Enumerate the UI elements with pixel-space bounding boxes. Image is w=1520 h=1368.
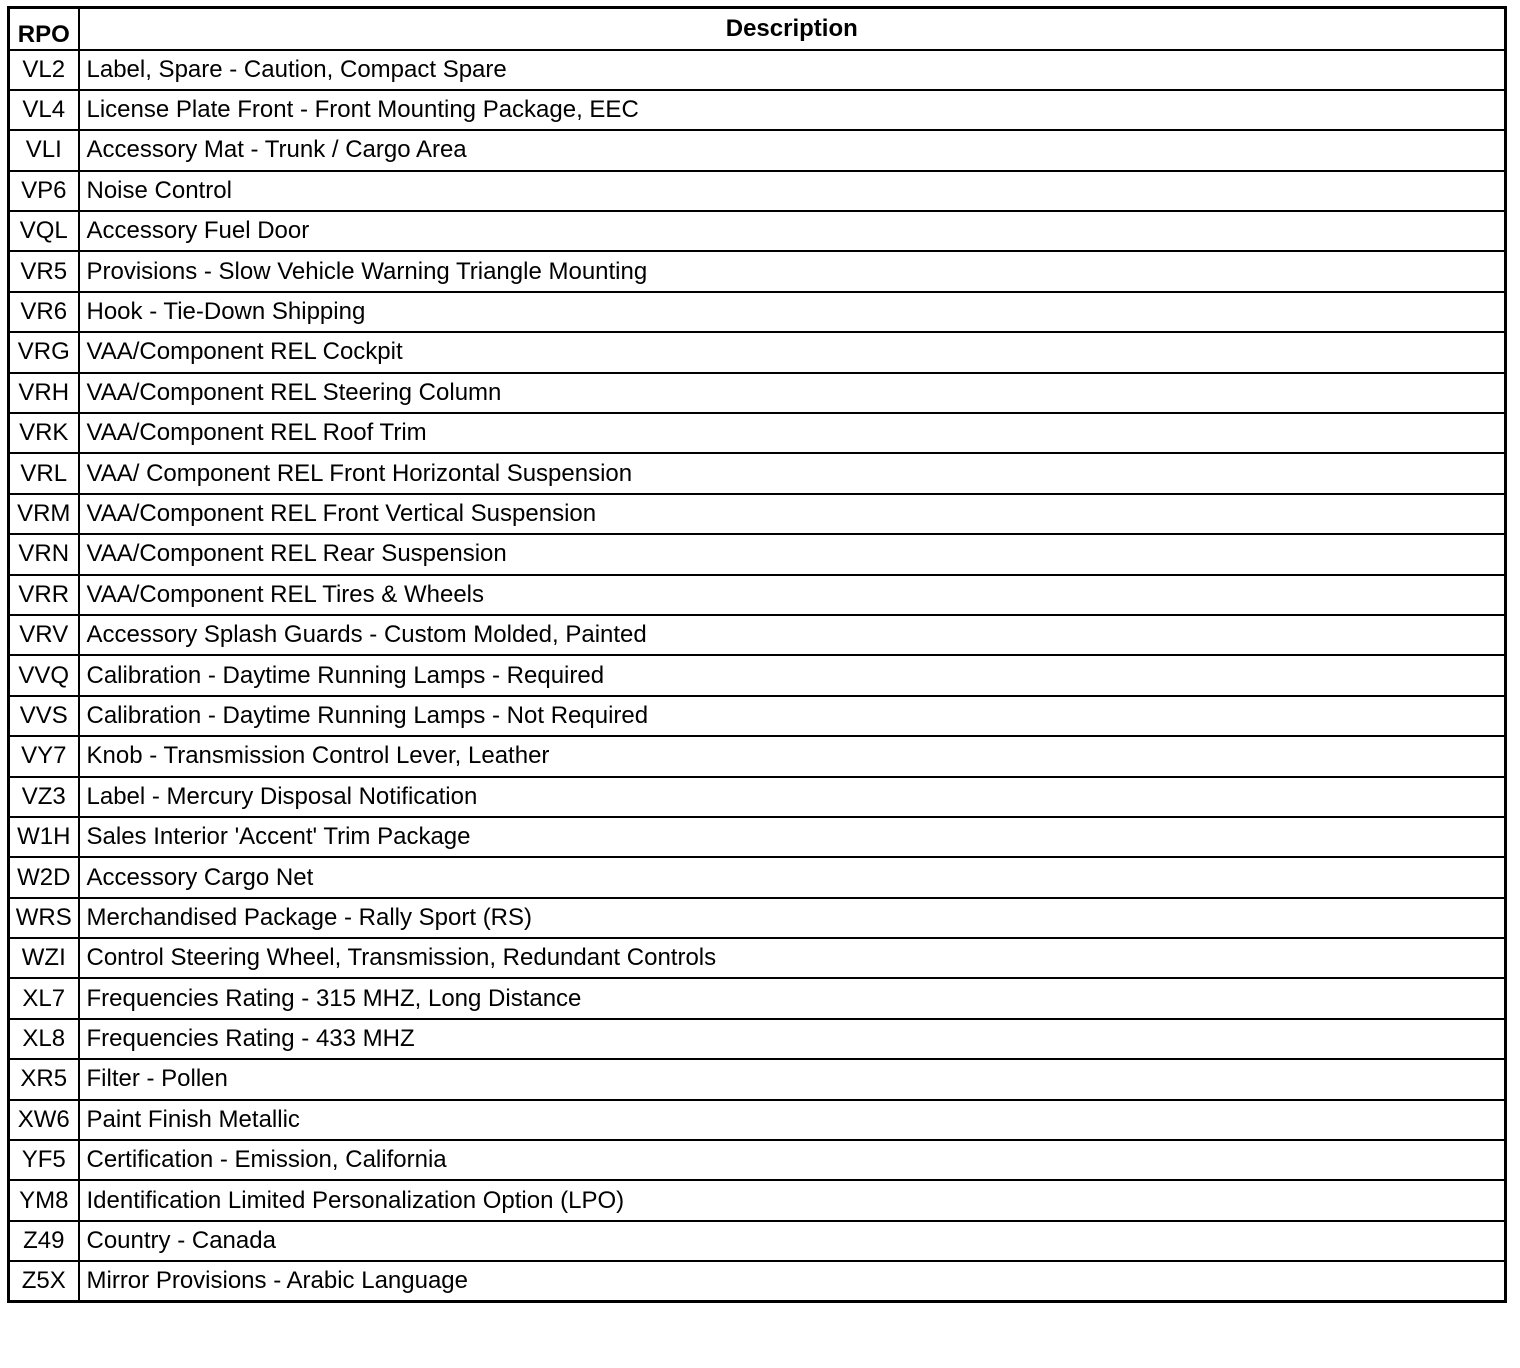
- table-row: [9, 655, 1506, 695]
- description-cell: Frequencies Rating - 315 MHZ, Long Distance: [79, 978, 1506, 1018]
- description-cell: Control Steering Wheel, Transmission, Redundant Controls: [79, 938, 1506, 978]
- description-cell: VAA/ Component REL Front Horizontal Suspension: [79, 453, 1506, 493]
- rpo-code-cell: W2D: [9, 857, 79, 897]
- rpo-code-cell: VL4: [9, 90, 79, 130]
- table-row: [9, 494, 1506, 534]
- table-row: [9, 373, 1506, 413]
- table-row: [9, 292, 1506, 332]
- description-cell: Calibration - Daytime Running Lamps - Not Required: [79, 696, 1506, 736]
- rpo-table: [7, 6, 1507, 1303]
- description-cell: Identification Limited Personalization Option (LPO): [79, 1180, 1506, 1220]
- rpo-code-cell: VR5: [9, 251, 79, 291]
- description-cell: License Plate Front - Front Mounting Package, EEC: [79, 90, 1506, 130]
- rpo-code-cell: VVQ: [9, 655, 79, 695]
- table-row: [9, 575, 1506, 615]
- rpo-code-cell: Z49: [9, 1221, 79, 1261]
- rpo-code-cell: VLI: [9, 130, 79, 170]
- table-row: [9, 211, 1506, 251]
- table-row: [9, 130, 1506, 170]
- rpo-code-cell: XL8: [9, 1019, 79, 1059]
- header-row: [9, 8, 1506, 50]
- description-cell: VAA/Component REL Rear Suspension: [79, 534, 1506, 574]
- rpo-code-cell: XR5: [9, 1059, 79, 1099]
- table-row: [9, 696, 1506, 736]
- rpo-code-cell: VRH: [9, 373, 79, 413]
- description-cell: Noise Control: [79, 171, 1506, 211]
- description-cell: Accessory Fuel Door: [79, 211, 1506, 251]
- description-cell: VAA/Component REL Steering Column: [79, 373, 1506, 413]
- rpo-code-cell: VRR: [9, 575, 79, 615]
- rpo-code-cell: WZI: [9, 938, 79, 978]
- rpo-code-cell: VRN: [9, 534, 79, 574]
- description-cell: Merchandised Package - Rally Sport (RS): [79, 898, 1506, 938]
- description-cell: Certification - Emission, California: [79, 1140, 1506, 1180]
- rpo-code-cell: VRM: [9, 494, 79, 534]
- table-row: [9, 1019, 1506, 1059]
- table-row: [9, 534, 1506, 574]
- rpo-code-cell: VRV: [9, 615, 79, 655]
- description-cell: Label, Spare - Caution, Compact Spare: [79, 50, 1506, 90]
- table-row: [9, 1100, 1506, 1140]
- table-body: [9, 50, 1506, 1302]
- table-row: [9, 938, 1506, 978]
- table-row: [9, 1180, 1506, 1220]
- table-row: [9, 615, 1506, 655]
- table-header: [9, 8, 1506, 50]
- rpo-code-cell: VVS: [9, 696, 79, 736]
- description-cell: VAA/Component REL Roof Trim: [79, 413, 1506, 453]
- rpo-code-cell: XW6: [9, 1100, 79, 1140]
- table-row: [9, 736, 1506, 776]
- table-row: [9, 777, 1506, 817]
- table-row: [9, 251, 1506, 291]
- table-row: [9, 817, 1506, 857]
- description-cell: Accessory Cargo Net: [79, 857, 1506, 897]
- rpo-code-cell: VRL: [9, 453, 79, 493]
- description-cell: Calibration - Daytime Running Lamps - Required: [79, 655, 1506, 695]
- table-row: [9, 1221, 1506, 1261]
- table-row: [9, 857, 1506, 897]
- description-column-header: Description: [79, 8, 1506, 50]
- table-row: [9, 1059, 1506, 1099]
- description-cell: Filter - Pollen: [79, 1059, 1506, 1099]
- description-cell: Frequencies Rating - 433 MHZ: [79, 1019, 1506, 1059]
- description-cell: Paint Finish Metallic: [79, 1100, 1506, 1140]
- rpo-code-cell: WRS: [9, 898, 79, 938]
- description-cell: Accessory Mat - Trunk / Cargo Area: [79, 130, 1506, 170]
- description-cell: VAA/Component REL Front Vertical Suspension: [79, 494, 1506, 534]
- table-row: [9, 898, 1506, 938]
- rpo-code-cell: VP6: [9, 171, 79, 211]
- description-cell: Mirror Provisions - Arabic Language: [79, 1261, 1506, 1301]
- rpo-code-cell: VRK: [9, 413, 79, 453]
- rpo-code-cell: VZ3: [9, 777, 79, 817]
- rpo-code-cell: VRG: [9, 332, 79, 372]
- table-row: [9, 413, 1506, 453]
- rpo-code-cell: W1H: [9, 817, 79, 857]
- table-row: [9, 332, 1506, 372]
- table-row: [9, 90, 1506, 130]
- rpo-code-cell: YM8: [9, 1180, 79, 1220]
- table-row: [9, 453, 1506, 493]
- rpo-code-cell: VY7: [9, 736, 79, 776]
- rpo-column-header: RPO: [9, 8, 79, 50]
- table-row: [9, 1140, 1506, 1180]
- description-cell: Country - Canada: [79, 1221, 1506, 1261]
- description-cell: VAA/Component REL Tires & Wheels: [79, 575, 1506, 615]
- rpo-code-cell: VL2: [9, 50, 79, 90]
- description-cell: Sales Interior 'Accent' Trim Package: [79, 817, 1506, 857]
- table-row: [9, 978, 1506, 1018]
- rpo-code-cell: VR6: [9, 292, 79, 332]
- rpo-code-cell: YF5: [9, 1140, 79, 1180]
- description-cell: Accessory Splash Guards - Custom Molded, Painted: [79, 615, 1506, 655]
- description-cell: Knob - Transmission Control Lever, Leather: [79, 736, 1506, 776]
- description-cell: VAA/Component REL Cockpit: [79, 332, 1506, 372]
- table-row: [9, 50, 1506, 90]
- description-cell: Label - Mercury Disposal Notification: [79, 777, 1506, 817]
- rpo-code-cell: VQL: [9, 211, 79, 251]
- rpo-code-cell: Z5X: [9, 1261, 79, 1301]
- table-row: [9, 171, 1506, 211]
- description-cell: Provisions - Slow Vehicle Warning Triangle Mounting: [79, 251, 1506, 291]
- table-row: [9, 1261, 1506, 1301]
- rpo-code-cell: XL7: [9, 978, 79, 1018]
- description-cell: Hook - Tie-Down Shipping: [79, 292, 1506, 332]
